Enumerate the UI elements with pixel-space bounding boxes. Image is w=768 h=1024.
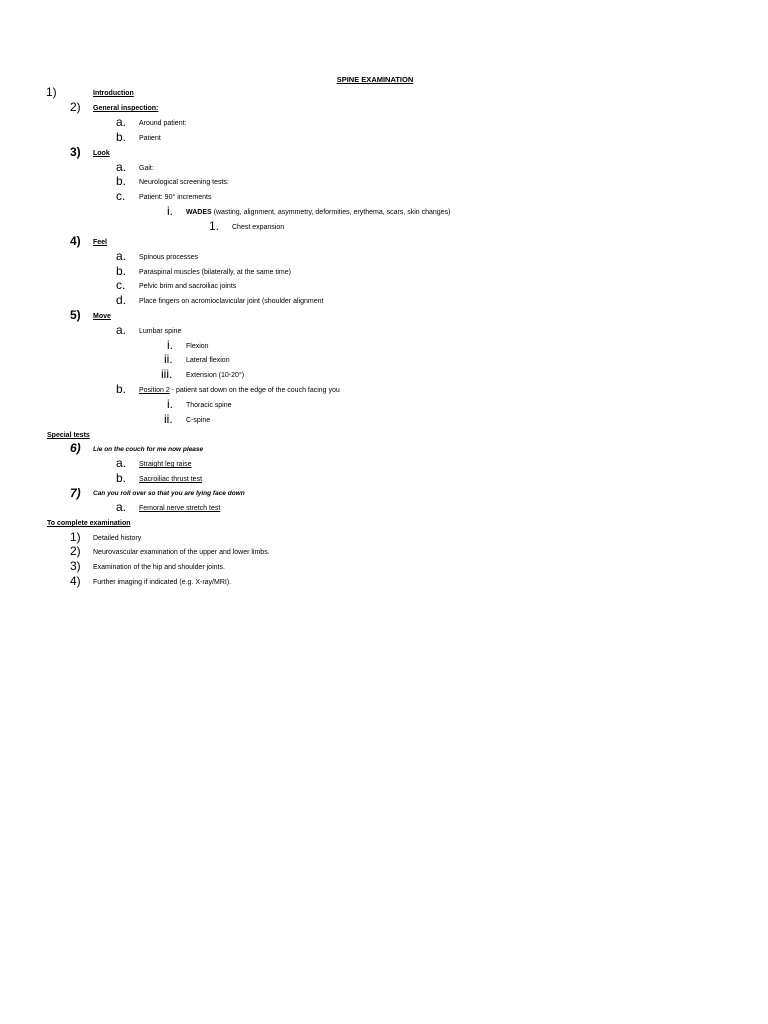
sub-item: Extension (10-20°) [186, 372, 245, 379]
list-item-marker: a. [116, 323, 127, 337]
section-4-heading: Feel [93, 239, 108, 246]
section-2-marker: 2) [70, 100, 81, 114]
list-item: Place fingers on acromioclavicular joint (shoulder alignment [139, 298, 324, 305]
sub-item-wades [186, 209, 450, 216]
section-3-marker: 3) [70, 145, 81, 159]
list-item: Spinous processes [139, 254, 199, 261]
list-item: Femoral nerve stretch test [139, 505, 221, 512]
special-tests-heading: Special tests [47, 432, 90, 439]
list-item: Around patient: [139, 120, 187, 127]
page-title [0, 75, 768, 84]
sub-item-marker: iii. [161, 367, 173, 381]
list-item-position-2 [139, 387, 340, 394]
section-1-heading: Introduction [93, 90, 134, 97]
section-5-heading: Move [93, 313, 111, 320]
section-4-marker: 4) [70, 234, 81, 248]
sub-item-marker: i. [167, 338, 173, 352]
section-6-heading: Lie on the couch for me now please [93, 446, 204, 453]
list-item: Patient: 90° increments [139, 194, 212, 201]
list-item-marker: b. [116, 264, 127, 278]
list-item-marker: c. [116, 189, 126, 203]
list-item: Paraspinal muscles (bilaterally, at the same time) [139, 269, 291, 276]
section-5-marker: 5) [70, 308, 81, 322]
list-item-marker: a. [116, 160, 127, 174]
list-item: Neurological screening tests: [139, 179, 229, 186]
list-item-marker: c. [116, 278, 126, 292]
sub-item: Flexion [186, 343, 209, 350]
list-item-marker: a. [116, 115, 127, 129]
list-item-marker: b. [116, 471, 127, 485]
list-item-marker: b. [116, 382, 127, 396]
section-6-marker: 6) [70, 441, 81, 455]
list-item-marker: a. [116, 500, 127, 514]
list-item: Neurovascular examination of the upper and lower limbs. [93, 549, 270, 556]
wades-acronym: WADES [186, 209, 212, 216]
sub-item: C-spine [186, 417, 211, 424]
list-item-marker: b. [116, 130, 127, 144]
complete-exam-heading: To complete examination [47, 520, 131, 527]
section-3-heading: Look [93, 150, 110, 157]
position-2-description: - patient sat down on the edge of the couch facing you [169, 387, 340, 394]
section-2-heading: General inspection: [93, 105, 159, 112]
list-item-marker: 2) [70, 544, 81, 558]
sub-item-marker: ii. [164, 352, 173, 366]
sub-item-marker: i. [167, 204, 173, 218]
list-item-marker: 3) [70, 559, 81, 573]
sub-item-marker: i. [167, 397, 173, 411]
position-2-label: Position 2 [139, 387, 170, 394]
list-item: Pelvic brim and sacroiliac joints [139, 283, 237, 290]
list-item-marker: 1) [70, 530, 81, 544]
list-item-marker: 4) [70, 574, 81, 588]
title-text: SPINE EXAMINATION [336, 75, 414, 84]
sub-item-marker: ii. [164, 412, 173, 426]
sub-item: Lateral flexion [186, 357, 230, 364]
list-item: Patient [139, 135, 161, 142]
list-item-marker: b. [116, 174, 127, 188]
list-item: Examination of the hip and shoulder joints. [93, 564, 225, 571]
sub-sub-item-marker: 1. [209, 219, 220, 233]
section-7-marker: 7) [70, 486, 81, 500]
list-item: Further imaging if indicated (e.g. X-ray/MRI). [93, 579, 232, 586]
list-item: Straight leg raise [139, 461, 192, 468]
list-item: Lumbar spine [139, 328, 182, 335]
list-item: Sacroiliac thrust test [139, 476, 203, 483]
wades-description: (wasting, alignment, asymmetry, deformities, erythema, scars, skin changes) [211, 209, 451, 216]
list-item-marker: a. [116, 249, 127, 263]
section-1-marker: 1) [46, 85, 57, 99]
list-item: Gait: [139, 165, 154, 172]
list-item: Detailed history [93, 535, 142, 542]
list-item-marker: d. [116, 293, 127, 307]
sub-sub-item: Chest expansion [232, 224, 285, 231]
sub-item: Thoracic spine [186, 402, 232, 409]
list-item-marker: a. [116, 456, 127, 470]
section-7-heading: Can you roll over so that you are lying face down [93, 490, 245, 497]
